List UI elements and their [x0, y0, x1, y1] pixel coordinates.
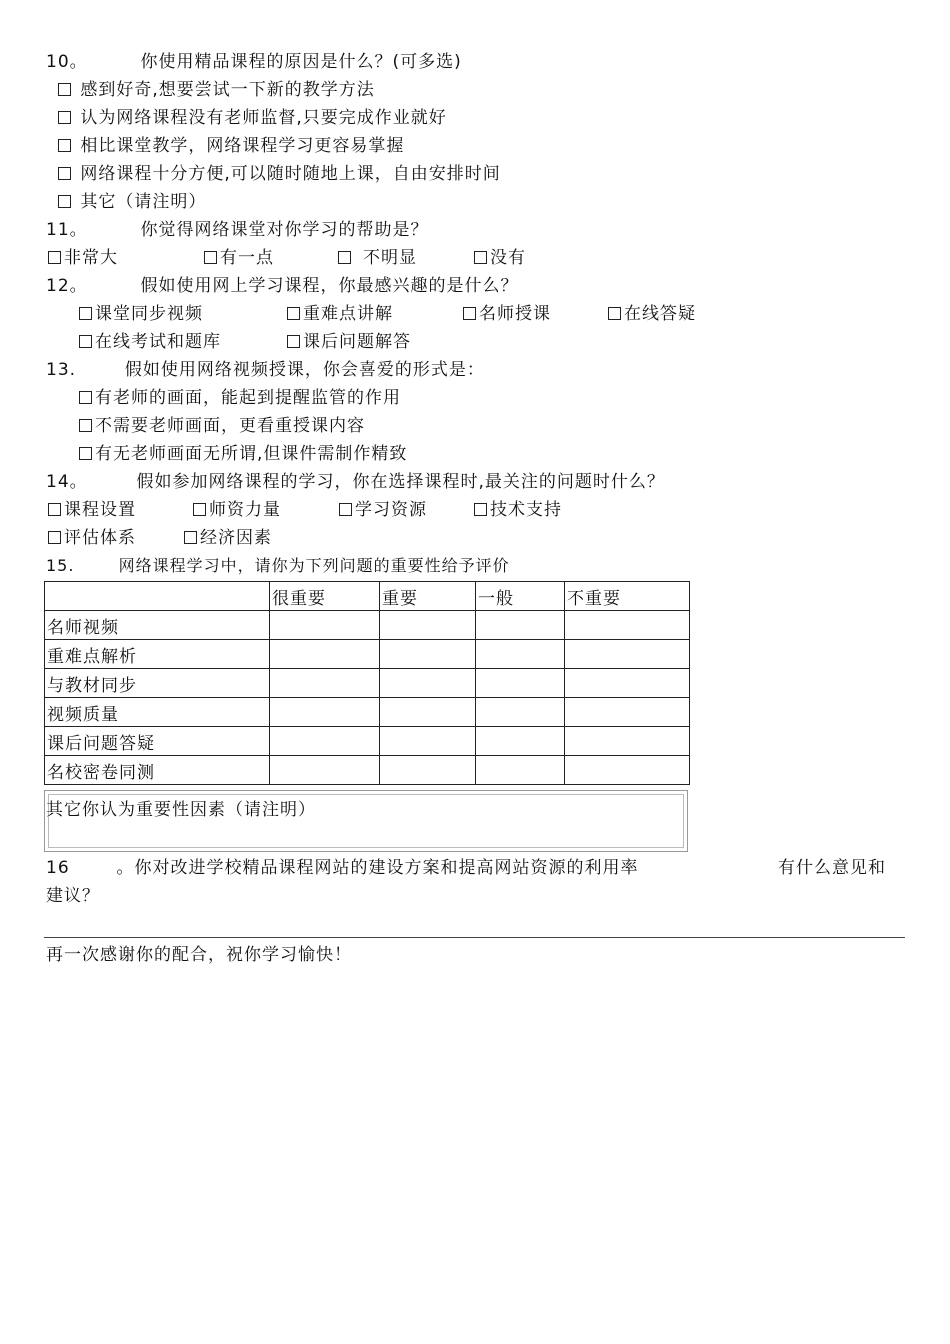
rating-cell[interactable] — [380, 698, 476, 727]
q14-option[interactable]: 学习资源 — [339, 499, 427, 521]
rating-cell[interactable] — [380, 669, 476, 698]
row-label: 名校密卷同测 — [45, 756, 270, 785]
question-16 — [46, 857, 638, 879]
table-row — [45, 611, 690, 640]
rating-cell[interactable] — [565, 669, 690, 698]
q12-option[interactable]: 在线答疑 — [608, 303, 696, 325]
q14-option[interactable]: 经济因素 — [184, 527, 272, 549]
rating-cell[interactable] — [565, 640, 690, 669]
rating-cell[interactable] — [270, 756, 380, 785]
rating-cell[interactable] — [476, 611, 565, 640]
table-row — [45, 640, 690, 669]
table-header-row — [45, 582, 690, 611]
question-text: 网络课程学习中，请你为下列问题的重要性给予评价 — [118, 556, 510, 575]
checkbox[interactable] — [79, 335, 92, 348]
q12-option[interactable]: 课后问题解答 — [287, 331, 411, 353]
checkbox[interactable] — [58, 111, 71, 124]
checkbox[interactable] — [48, 531, 61, 544]
table-header-cell: 很重要 — [270, 582, 380, 611]
question-number: 11。 — [46, 220, 88, 240]
checkbox[interactable] — [474, 251, 487, 264]
rating-cell[interactable] — [380, 756, 476, 785]
question-text: 假如使用网上学习课程，你最感兴趣的是什么？ — [140, 276, 519, 296]
table-row — [45, 727, 690, 756]
question-12 — [46, 275, 518, 297]
rating-table — [44, 581, 690, 785]
rating-cell[interactable] — [270, 640, 380, 669]
rating-cell[interactable] — [565, 727, 690, 756]
question-14 — [46, 471, 665, 493]
checkbox[interactable] — [79, 447, 92, 460]
question-16-continued: 有什么意见和 — [778, 858, 886, 878]
other-factors-field[interactable] — [44, 790, 688, 852]
checkbox[interactable] — [287, 307, 300, 320]
question-number: 16 — [46, 858, 70, 878]
checkbox[interactable] — [48, 503, 61, 516]
checkbox[interactable] — [287, 335, 300, 348]
checkbox[interactable] — [58, 195, 71, 208]
checkbox[interactable] — [79, 419, 92, 432]
q14-option[interactable]: 师资力量 — [193, 499, 281, 521]
rating-cell[interactable] — [476, 727, 565, 756]
row-label: 视频质量 — [45, 698, 270, 727]
row-label: 重难点解析 — [45, 640, 270, 669]
q10-option[interactable]: 网络课程十分方便,可以随时随地上课，自由安排时间 — [58, 163, 501, 185]
q12-option[interactable]: 在线考试和题库 — [79, 331, 221, 353]
rating-cell[interactable] — [565, 756, 690, 785]
checkbox[interactable] — [58, 139, 71, 152]
checkbox[interactable] — [58, 83, 71, 96]
q13-option[interactable]: 不需要老师画面，更看重授课内容 — [79, 415, 365, 437]
table-header-cell: 重要 — [380, 582, 476, 611]
table-row — [45, 698, 690, 727]
row-label: 课后问题答疑 — [45, 727, 270, 756]
q10-option[interactable]: 相比课堂教学，网络课程学习更容易掌握 — [58, 135, 404, 157]
q10-option[interactable]: 感到好奇,想要尝试一下新的教学方法 — [58, 79, 375, 101]
rating-cell[interactable] — [380, 727, 476, 756]
rating-cell[interactable] — [380, 611, 476, 640]
checkbox[interactable] — [184, 531, 197, 544]
question-text: 。你对改进学校精品课程网站的建设方案和提高网站资源的利用率 — [116, 858, 639, 878]
checkbox[interactable] — [474, 503, 487, 516]
q11-option[interactable]: 有一点 — [204, 247, 274, 269]
rating-cell[interactable] — [270, 727, 380, 756]
q14-option[interactable]: 课程设置 — [48, 499, 136, 521]
checkbox[interactable] — [339, 503, 352, 516]
rating-cell[interactable] — [270, 611, 380, 640]
q12-option[interactable]: 课堂同步视频 — [79, 303, 203, 325]
question-15 — [46, 555, 510, 577]
closing-message: 再一次感谢你的配合，祝你学习愉快！ — [46, 945, 352, 965]
q10-option[interactable]: 认为网络课程没有老师监督,只要完成作业就好 — [58, 107, 447, 129]
rating-cell[interactable] — [270, 669, 380, 698]
other-factors-label: 其它你认为重要性因素（请注明） — [46, 800, 316, 820]
table-row — [45, 756, 690, 785]
rating-cell[interactable] — [476, 698, 565, 727]
question-number: 13. — [46, 360, 77, 380]
q14-option[interactable]: 技术支持 — [474, 499, 562, 521]
question-number: 12。 — [46, 276, 88, 296]
checkbox[interactable] — [463, 307, 476, 320]
table-row — [45, 669, 690, 698]
checkbox[interactable] — [58, 167, 71, 180]
question-10 — [46, 51, 462, 73]
q10-option[interactable]: 其它（请注明） — [58, 191, 206, 213]
table-header-cell: 不重要 — [565, 582, 690, 611]
rating-cell[interactable] — [565, 611, 690, 640]
q12-option[interactable]: 名师授课 — [463, 303, 551, 325]
question-text: 假如使用网络视频授课，你会喜爱的形式是： — [124, 360, 485, 380]
question-text: 假如参加网络课程的学习，你在选择课程时,最关注的问题时什么？ — [136, 472, 665, 492]
rating-cell[interactable] — [476, 640, 565, 669]
q13-option[interactable]: 有无老师画面无所谓,但课件需制作精致 — [79, 443, 407, 465]
table-header-cell: 一般 — [476, 582, 565, 611]
checkbox[interactable] — [79, 391, 92, 404]
checkbox[interactable] — [204, 251, 217, 264]
question-text: 你觉得网络课堂对你学习的帮助是？ — [140, 220, 429, 240]
rating-cell[interactable] — [476, 669, 565, 698]
rating-cell[interactable] — [270, 698, 380, 727]
q14-option[interactable]: 评估体系 — [48, 527, 136, 549]
question-16-wrap: 建议？ — [46, 886, 100, 906]
question-13 — [46, 359, 485, 381]
checkbox[interactable] — [608, 307, 621, 320]
checkbox[interactable] — [193, 503, 206, 516]
q11-option[interactable]: 非常大 — [48, 247, 118, 269]
divider-line — [44, 937, 905, 938]
row-label: 名师视频 — [45, 611, 270, 640]
question-number: 14。 — [46, 472, 88, 492]
q13-option[interactable]: 有老师的画面，能起到提醒监管的作用 — [79, 387, 401, 409]
question-11 — [46, 219, 428, 241]
rating-cell[interactable] — [565, 698, 690, 727]
rating-cell[interactable] — [380, 640, 476, 669]
question-number: 10。 — [46, 52, 88, 72]
checkbox[interactable] — [48, 251, 61, 264]
row-label: 与教材同步 — [45, 669, 270, 698]
checkbox[interactable] — [79, 307, 92, 320]
q11-option[interactable]: 没有 — [474, 247, 526, 269]
checkbox[interactable] — [338, 251, 351, 264]
q12-option[interactable]: 重难点讲解 — [287, 303, 393, 325]
question-text: 你使用精品课程的原因是什么？(可多选) — [140, 52, 462, 72]
rating-cell[interactable] — [476, 756, 565, 785]
question-number: 15. — [46, 556, 75, 575]
q11-option[interactable]: 不明显 — [338, 247, 417, 269]
table-header-cell — [45, 582, 270, 611]
